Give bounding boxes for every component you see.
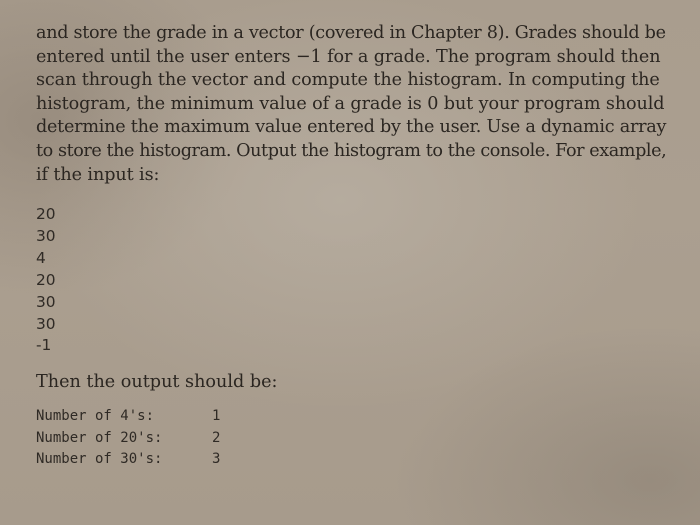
output-row: [36, 406, 220, 428]
output-count: 2: [212, 429, 221, 446]
output-row: [36, 428, 220, 450]
input-value: 30: [36, 314, 56, 333]
paragraph-line: scan through the vector and compute the histogram. In computing the: [36, 70, 660, 91]
output-count: 1: [212, 408, 221, 424]
output-count: 3: [212, 451, 221, 468]
output-label: Number of 4's:: [36, 408, 155, 424]
output-label: Number of 30's:: [36, 451, 163, 468]
input-value: 30: [36, 226, 56, 245]
paragraph-line: if the input is:: [36, 164, 160, 185]
input-value: 4: [36, 248, 46, 267]
paragraph-line: entered until the user enters −1 for a grade. The program should then: [36, 46, 661, 67]
output-intro-text: Then the output should be:: [36, 372, 278, 392]
input-value: 30: [36, 292, 56, 311]
exercise-paragraph: [36, 22, 666, 187]
paragraph-line: to store the histogram. Output the histogram to the console. For example,: [36, 140, 667, 161]
output-label: Number of 20's:: [36, 429, 163, 446]
input-value: -1: [36, 336, 52, 355]
output-row: [36, 449, 220, 471]
paragraph-line: and store the grade in a vector (covered in Chapter 8). Grades should be: [36, 23, 666, 43]
paragraph-line: histogram, the minimum value of a grade is 0 but your program should: [36, 93, 665, 114]
sample-output-block: [36, 406, 220, 471]
sample-input-list: [36, 204, 56, 357]
paragraph-line: determine the maximum value entered by the user. Use a dynamic array: [36, 117, 667, 138]
input-value: 20: [36, 270, 56, 289]
input-value: 20: [36, 205, 56, 223]
